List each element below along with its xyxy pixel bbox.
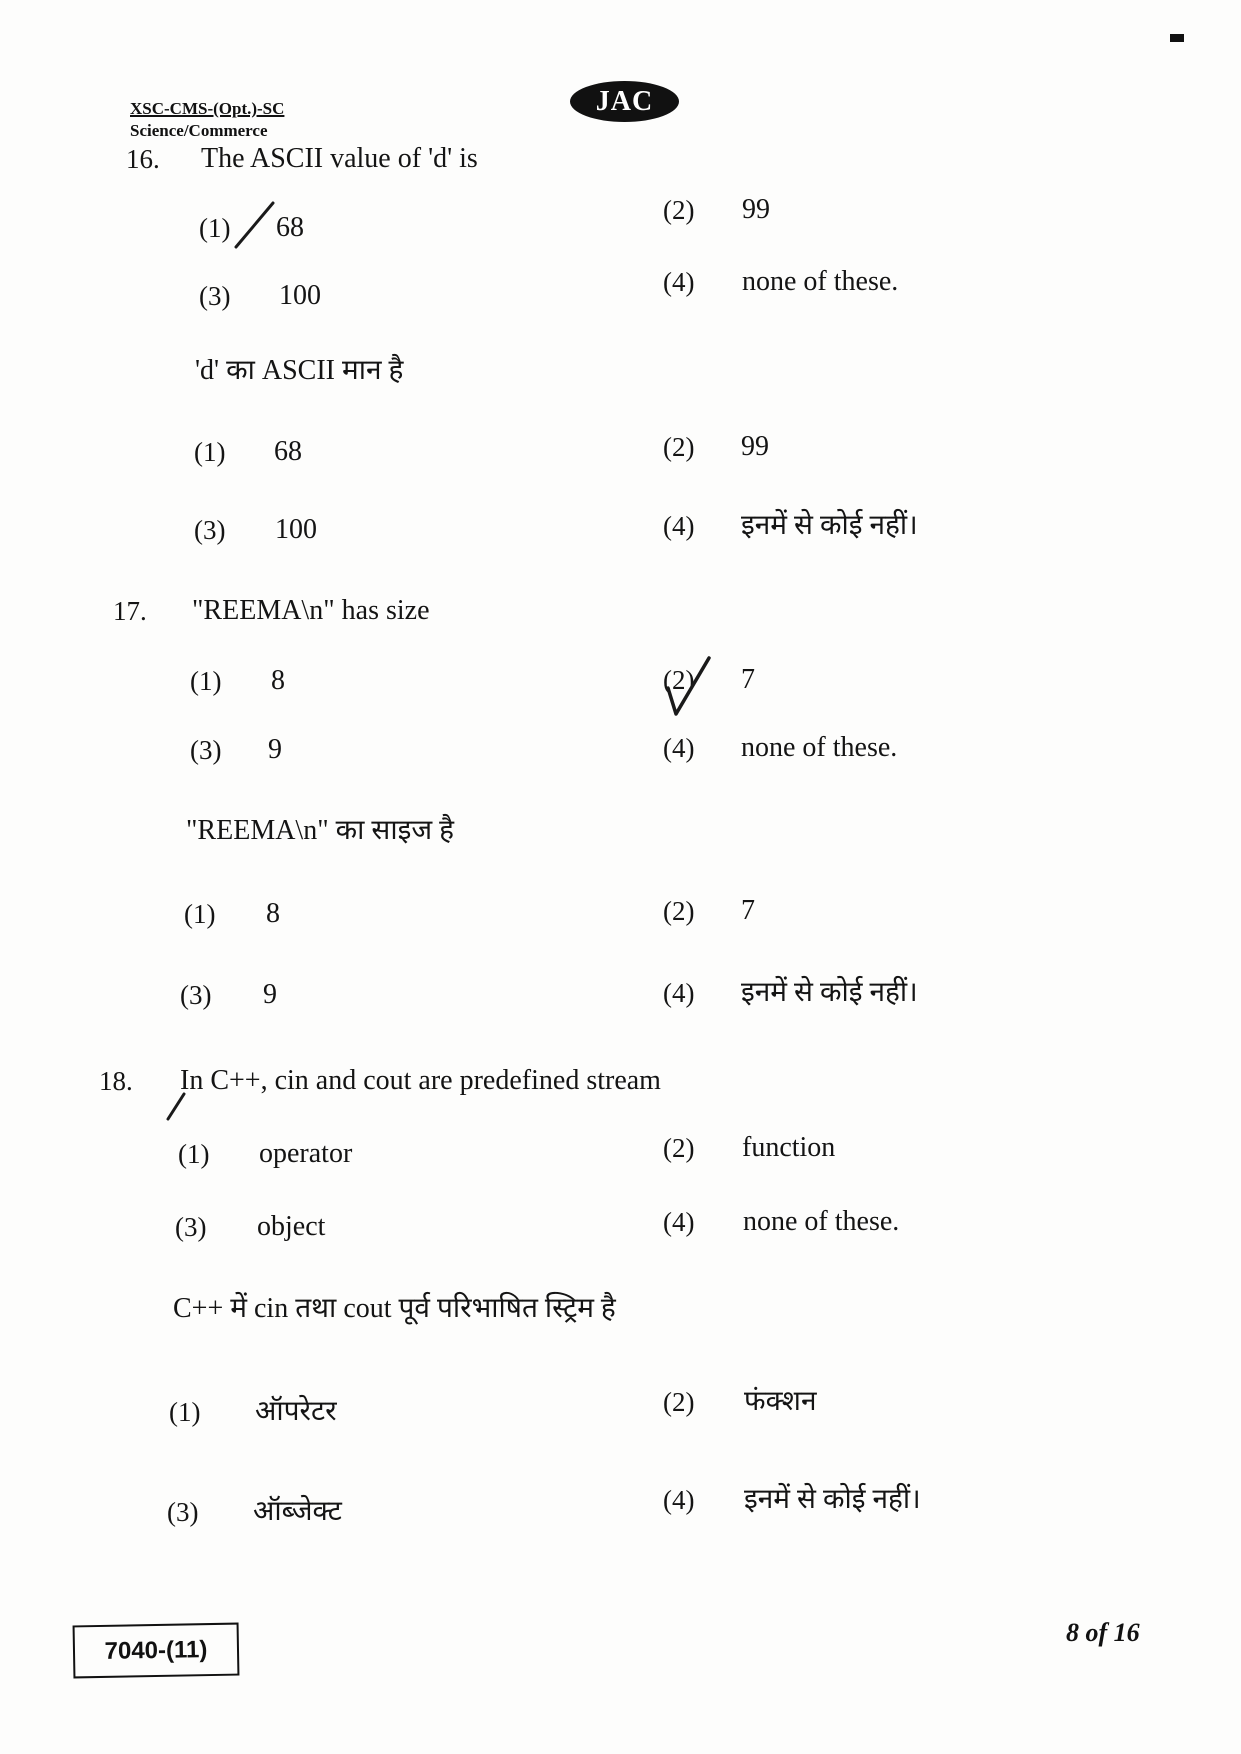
option-value: 7 — [741, 895, 755, 926]
option-label: (3) — [190, 735, 222, 765]
paper-code-header: XSC-CMS-(Opt.)-SC — [130, 99, 285, 118]
option-value: 100 — [275, 514, 317, 545]
pen-slash-mark — [236, 203, 273, 247]
question-text-hi: C++ में cin तथा cout पूर्व परिभाषित स्ट्रिम है — [173, 1293, 616, 1324]
option-value: फंक्शन — [744, 1386, 817, 1417]
question-number: 16. — [126, 144, 160, 174]
option-label: (4) — [663, 1485, 695, 1515]
jac-logo-text: JAC — [595, 85, 654, 117]
option-value: 100 — [279, 280, 321, 311]
question-number: 17. — [113, 596, 147, 626]
option-label: (3) — [180, 980, 212, 1010]
question-text-en: "REEMA\n" has size — [192, 595, 430, 626]
option-value: 8 — [266, 898, 280, 929]
option-label: (2) — [663, 896, 695, 926]
option-value: 99 — [741, 431, 769, 462]
option-label: (3) — [199, 281, 231, 311]
option-label: (1) — [194, 437, 226, 467]
page-number: 8 of 16 — [1066, 1618, 1140, 1647]
option-value: इनमें से कोई नहीं। — [741, 510, 918, 541]
option-label: (4) — [663, 511, 695, 541]
option-value: 7 — [741, 664, 755, 695]
option-value: 99 — [742, 194, 770, 225]
option-value: none of these. — [743, 1206, 900, 1237]
question-text-en: In C++, cin and cout are predefined stream — [180, 1065, 661, 1096]
option-value: 8 — [271, 665, 285, 696]
option-label: (1) — [190, 666, 222, 696]
option-label: (4) — [663, 733, 695, 763]
option-value: 68 — [276, 212, 304, 243]
option-value: इनमें से कोई नहीं। — [741, 977, 918, 1008]
question-number: 18. — [99, 1066, 133, 1096]
option-label: (4) — [663, 978, 695, 1008]
option-label: (3) — [175, 1212, 207, 1242]
question-text-hi: 'd' का ASCII मान है — [195, 355, 404, 386]
scan-corner-mark — [1170, 34, 1184, 42]
option-label: (2) — [663, 432, 695, 462]
option-label: (1) — [184, 899, 216, 929]
option-value: object — [257, 1211, 326, 1242]
option-value: इनमें से कोई नहीं। — [744, 1484, 921, 1515]
footer-paper-code: 7040-(11) — [104, 1635, 208, 1665]
option-label: (1) — [178, 1139, 210, 1169]
option-label: (1) — [199, 213, 231, 243]
option-value: 68 — [274, 436, 302, 467]
stream-label: Science/Commerce — [130, 121, 268, 140]
option-label: (2) — [663, 1387, 695, 1417]
option-value: ऑब्जेक्ट — [253, 1496, 342, 1527]
option-value: ऑपरेटर — [255, 1396, 337, 1427]
option-label: (2) — [663, 1133, 695, 1163]
option-value: none of these. — [742, 266, 899, 297]
option-label: (3) — [194, 515, 226, 545]
option-label: (4) — [663, 267, 695, 297]
option-label: (3) — [167, 1497, 199, 1527]
option-value: 9 — [263, 979, 277, 1010]
option-value: operator — [259, 1138, 353, 1169]
footer-paper-code-box — [73, 1623, 240, 1679]
question-text-en: The ASCII value of 'd' is — [201, 143, 478, 174]
option-label: (2) — [663, 195, 695, 225]
option-value: 9 — [268, 734, 282, 765]
jac-logo-badge — [570, 81, 679, 122]
option-label: (2) — [663, 665, 695, 695]
option-value: none of these. — [741, 732, 898, 763]
option-label: (4) — [663, 1207, 695, 1237]
option-label: (1) — [169, 1397, 201, 1427]
pen-slash-mark — [168, 1094, 184, 1119]
option-value: function — [742, 1132, 836, 1163]
question-text-hi: "REEMA\n" का साइज है — [186, 815, 454, 846]
